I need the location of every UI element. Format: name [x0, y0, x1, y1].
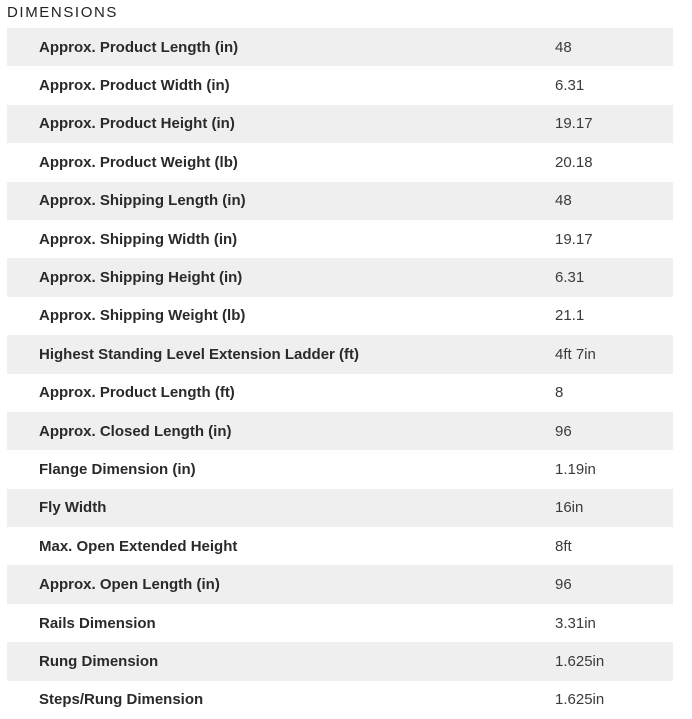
spec-value: 8ft [555, 527, 673, 565]
table-row [7, 604, 673, 642]
table-row [7, 681, 673, 719]
spec-label: Steps/Rung Dimension [7, 681, 555, 719]
table-row [7, 450, 673, 488]
spec-value: 20.18 [555, 143, 673, 181]
spec-label: Approx. Product Length (ft) [7, 374, 555, 412]
spec-label: Approx. Shipping Width (in) [7, 220, 555, 258]
spec-value: 96 [555, 565, 673, 603]
spec-label: Approx. Open Length (in) [7, 565, 555, 603]
spec-value: 6.31 [555, 66, 673, 104]
table-row [7, 565, 673, 603]
spec-label: Approx. Product Weight (lb) [7, 143, 555, 181]
spec-value: 8 [555, 374, 673, 412]
spec-value: 6.31 [555, 258, 673, 296]
table-row [7, 489, 673, 527]
spec-label: Approx. Shipping Length (in) [7, 182, 555, 220]
spec-value: 1.625in [555, 642, 673, 680]
table-row [7, 182, 673, 220]
table-row [7, 642, 673, 680]
spec-label: Fly Width [7, 489, 555, 527]
spec-label: Max. Open Extended Height [7, 527, 555, 565]
spec-label: Rung Dimension [7, 642, 555, 680]
spec-value: 3.31in [555, 604, 673, 642]
dimensions-table [7, 28, 673, 719]
table-row [7, 66, 673, 104]
spec-value: 4ft 7in [555, 335, 673, 373]
spec-label: Rails Dimension [7, 604, 555, 642]
spec-label: Highest Standing Level Extension Ladder (ft) [7, 335, 555, 373]
section-title: DIMENSIONS [7, 4, 119, 21]
spec-label: Approx. Product Width (in) [7, 66, 555, 104]
table-row [7, 143, 673, 181]
table-row [7, 335, 673, 373]
table-row [7, 412, 673, 450]
spec-value: 48 [555, 182, 673, 220]
spec-value: 19.17 [555, 105, 673, 143]
spec-value: 1.625in [555, 681, 673, 719]
table-row [7, 220, 673, 258]
spec-label: Approx. Shipping Weight (lb) [7, 297, 555, 335]
spec-label: Approx. Product Length (in) [7, 28, 555, 66]
table-row [7, 374, 673, 412]
spec-value: 48 [555, 28, 673, 66]
spec-label: Approx. Closed Length (in) [7, 412, 555, 450]
table-row [7, 527, 673, 565]
spec-label: Approx. Shipping Height (in) [7, 258, 555, 296]
spec-value: 16in [555, 489, 673, 527]
spec-value: 1.19in [555, 450, 673, 488]
spec-value: 19.17 [555, 220, 673, 258]
table-row [7, 297, 673, 335]
spec-value: 96 [555, 412, 673, 450]
spec-value: 21.1 [555, 297, 673, 335]
table-row [7, 28, 673, 66]
table-row [7, 105, 673, 143]
spec-label: Flange Dimension (in) [7, 450, 555, 488]
table-row [7, 258, 673, 296]
spec-label: Approx. Product Height (in) [7, 105, 555, 143]
